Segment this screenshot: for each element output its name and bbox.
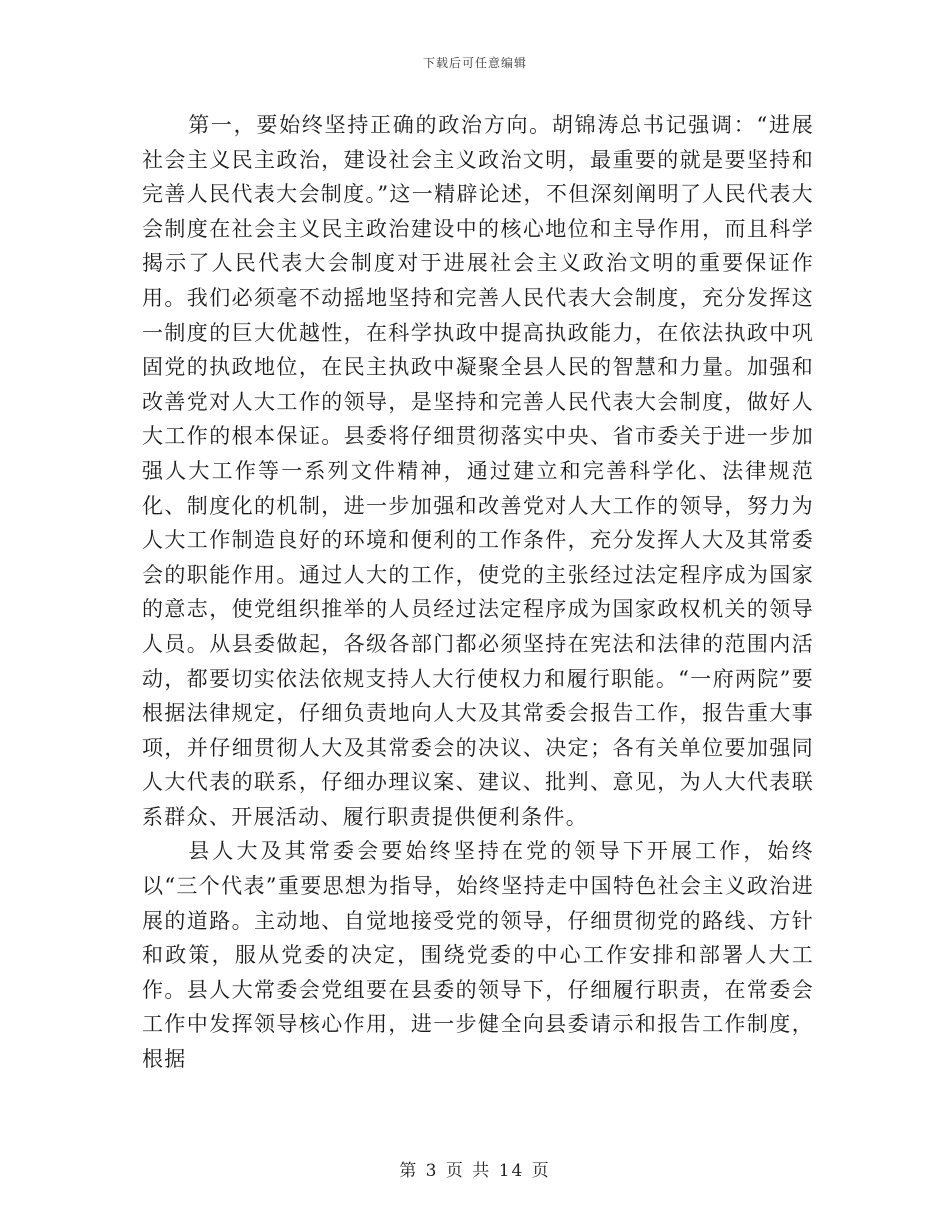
paragraph-2: 县人大及其常委会要始终坚持在党的领导下开展工作，始终以“三个代表”重要思想为指导，始终坚持走中国特色社会主义政治进展的道路。主动地、自觉地接受党的领导，仔细贯彻党的路线、方针和政策，服从党委的决定，围绕党委的中心工作安排和部署人大工作。县人大常委会党组要在县委的领导下，仔细履行职责，在常委会工作中发挥领导核心作用，进一步健全向县委请示和报告工作制度，根据 [142, 839, 814, 1072]
document-body [142, 108, 814, 1077]
page-header: 下载后可任意编辑 [422, 56, 527, 70]
page-number-footer: 第 3 页 共 14 页 [399, 1161, 551, 1181]
paragraph-1: 第一，要始终坚持正确的政治方向。胡锦涛总书记强调：“进展社会主义民主政治，建设社会主义政治文明，最重要的就是要坚持和完善人民代表大会制度。”这一精辟论述，不但深刻阐明了人民代表大会制度在社会主义民主政治建设中的核心地位和主导作用，而且科学揭示了人民代表大会制度对于进展社会主义政治文明的重要保证作用。我们必须毫不动摇地坚持和完善人民代表大会制度，充分发挥这一制度的巨大优越性，在科学执政中提高执政能力，在依法执政中巩固党的执政地位，在民主执政中凝聚全县人民的智慧和力量。加强和改善党对人大工作的领导，是坚持和完善人民代表大会制度，做好人大工作的根本保证。县委将仔细贯彻落实中央、省市委关于进一步加强人大工作等一系列文件精神，通过建立和完善科学化、法律规范化、制度化的机制，进一步加强和改善党对人大工作的领导，努力为人大工作制造良好的环境和便利的工作条件，充分发挥人大及其常委会的职能作用。通过人大的工作，使党的主张经过法定程序成为国家的意志，使党组织推举的人员经过法定程序成为国家政权机关的领导人员。从县委做起，各级各部门都必须坚持在宪法和法律的范围内活动，都要切实依法依规支持人大行使权力和履行职能。“一府两院”要根据法律规定，仔细负责地向人大及其常委会报告工作，报告重大事项，并仔细贯彻人大及其常委会的决议、决定；各有关单位要加强同人大代表的联系，仔细办理议案、建议、批判、意见，为人大代表联系群众、开展活动、履行职责提供便利条件。 [142, 113, 814, 829]
